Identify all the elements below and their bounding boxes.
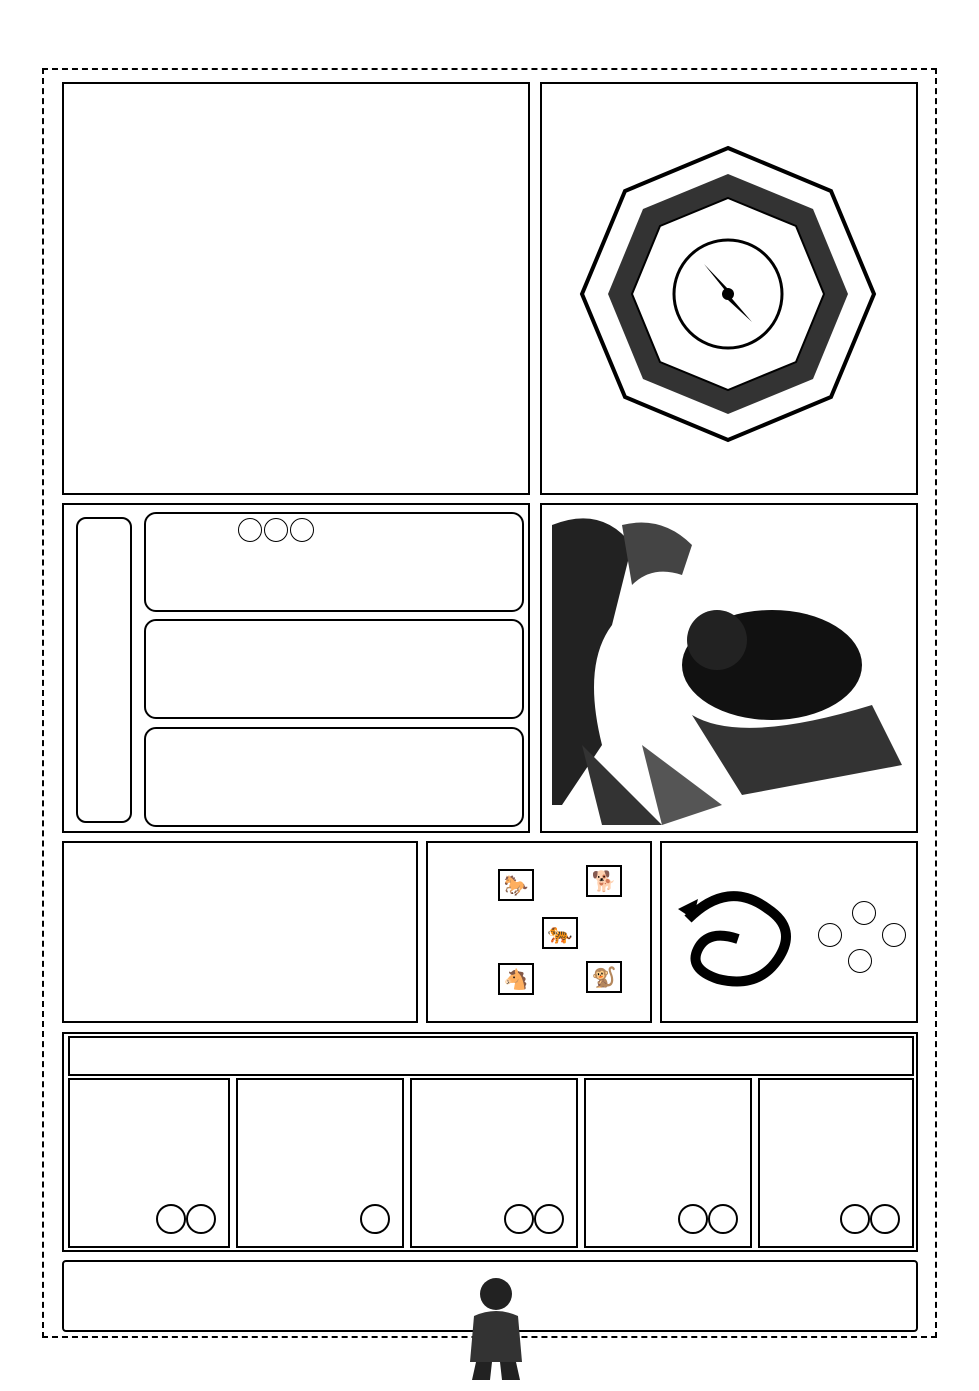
tiger-icon: 🐅 [542, 917, 578, 949]
gate-number [504, 1204, 534, 1234]
tiger-painting [542, 505, 916, 831]
number-ball [290, 518, 314, 542]
gate-number [840, 1204, 870, 1234]
gate-number [186, 1204, 216, 1234]
number-ball [264, 518, 288, 542]
item1-title-row [238, 518, 320, 542]
monkey-icon: 🐒 [586, 961, 622, 993]
gate-number [870, 1204, 900, 1234]
horse-icon-2: 🐴 [498, 963, 534, 995]
poem-box [62, 82, 530, 495]
dragon-image [668, 879, 818, 999]
child-figure [460, 1272, 530, 1382]
dragon-num [882, 923, 906, 947]
gate-column-5 [758, 1078, 914, 1248]
tongzi-box [62, 503, 530, 833]
tongzi-side-title [76, 517, 132, 823]
painting-box [540, 503, 918, 833]
bagua-box [540, 82, 918, 495]
gate-number [534, 1204, 564, 1234]
tongzi-item-3 [144, 727, 524, 827]
dragon-num [848, 949, 872, 973]
gate-text [412, 1086, 576, 1090]
gate-column-4 [584, 1078, 752, 1248]
gate-column-1 [68, 1078, 230, 1248]
dragon-box [660, 841, 918, 1023]
horse-icon: 🐎 [498, 869, 534, 901]
bottom-border-strip [6, 1354, 756, 1382]
gate-number [678, 1204, 708, 1234]
left-border-strip [8, 60, 36, 1350]
gate-text [238, 1086, 402, 1090]
tongzi-item-2 [144, 619, 524, 719]
recommend-banner [68, 1036, 914, 1076]
gate-text [70, 1086, 228, 1090]
top-border-strip [6, 32, 973, 60]
right-border-strip [943, 60, 971, 1350]
bagua-diagram [578, 144, 878, 444]
gate-column-3 [410, 1078, 578, 1248]
zodiac-pass-box [426, 841, 652, 1023]
gate-number [708, 1204, 738, 1234]
gate-text [760, 1086, 912, 1090]
gate-number [156, 1204, 186, 1234]
gate-column-2 [236, 1078, 404, 1248]
dragon-num [852, 901, 876, 925]
gate-text [586, 1086, 750, 1090]
zodiac-poem-box [62, 841, 418, 1023]
tongzi-item-1 [144, 512, 524, 612]
number-ball [238, 518, 262, 542]
gate-number [360, 1204, 390, 1234]
dog-icon: 🐕 [586, 865, 622, 897]
dragon-num [818, 923, 842, 947]
